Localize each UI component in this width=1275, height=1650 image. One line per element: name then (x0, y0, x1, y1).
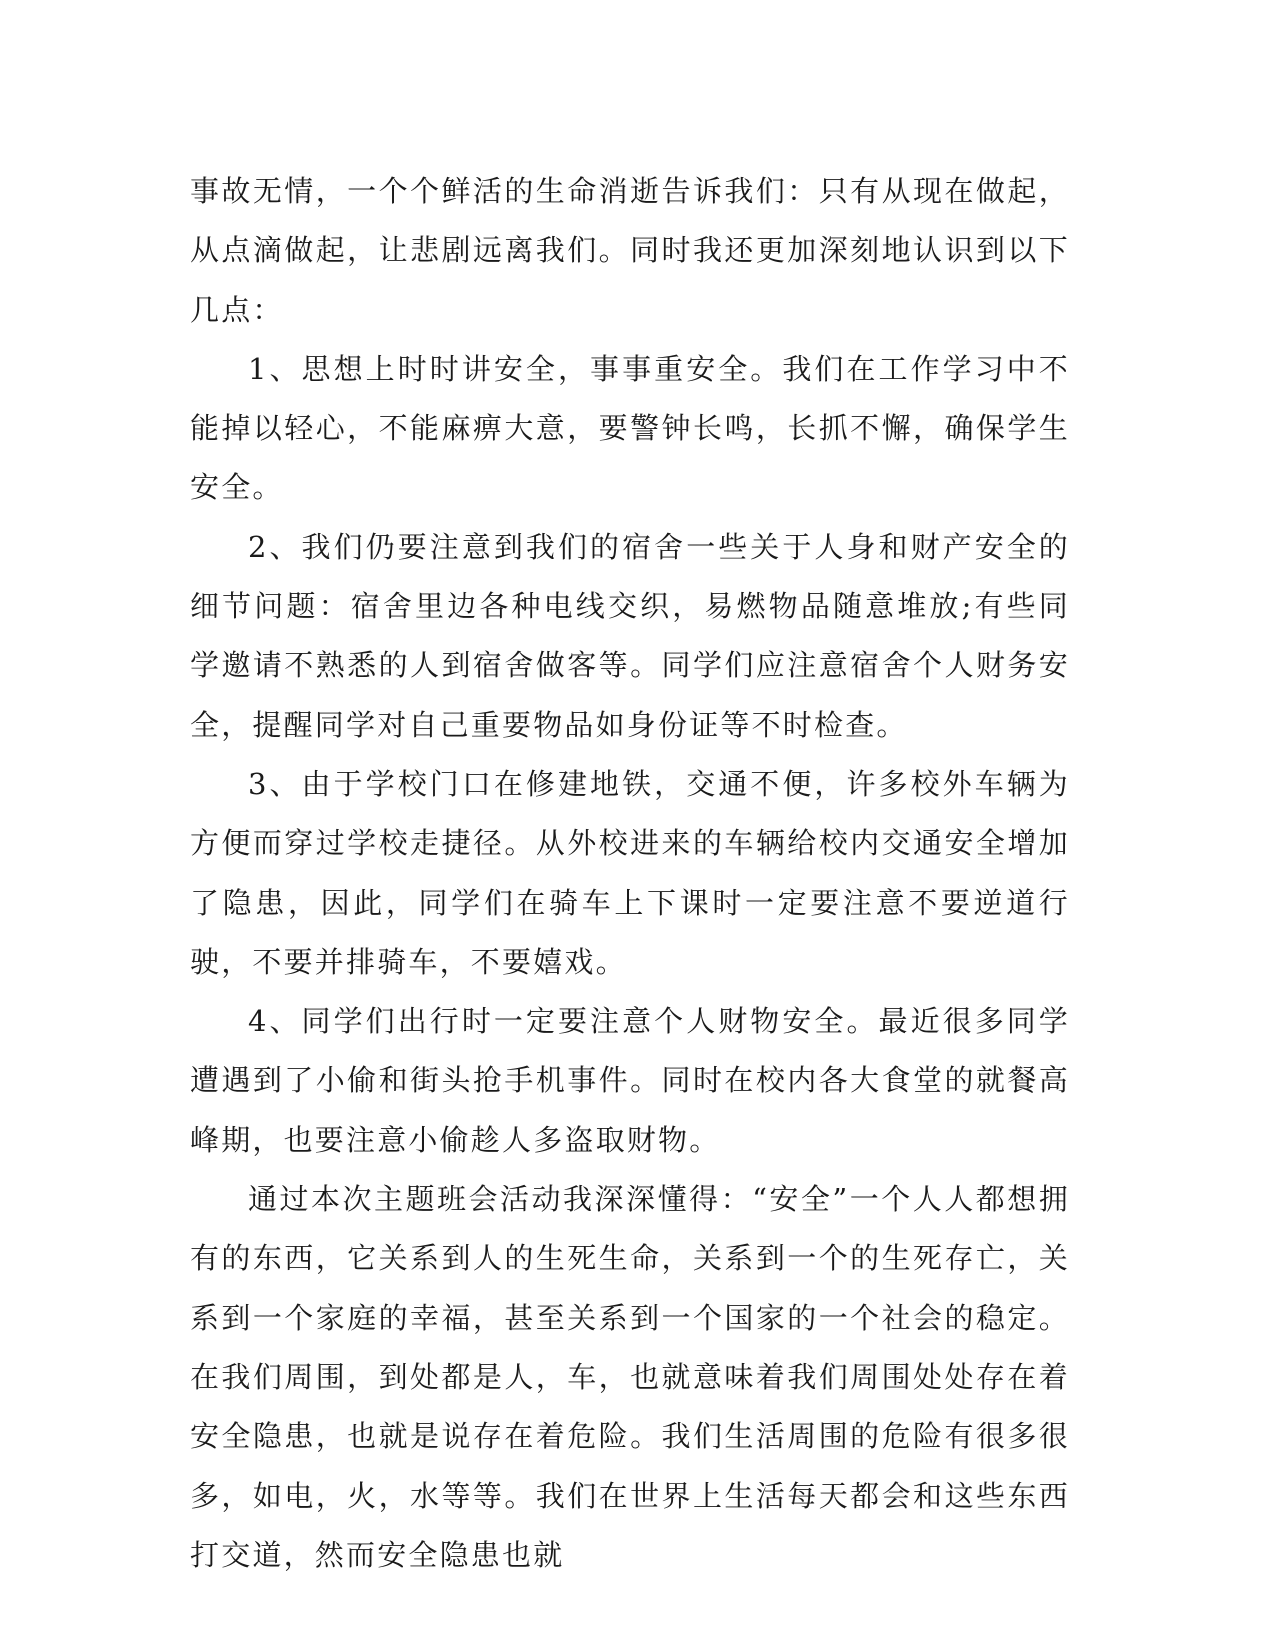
document-body (190, 162, 1070, 1585)
paragraph-point-1: 1、思想上时时讲安全，事事重安全。我们在工作学习中不能掉以轻心，不能麻痹大意，要警钟长鸣，长抓不懈，确保学生安全。 (190, 351, 1070, 505)
paragraph-intro: 事故无情，一个个鲜活的生命消逝告诉我们：只有从现在做起，从点滴做起，让悲剧远离我们。同时我还更加深刻地认识到以下几点： (190, 174, 1070, 327)
paragraph-point-2: 2、我们仍要注意到我们的宿舍一些关于人身和财产安全的细节问题：宿舍里边各种电线交织，易燃物品随意堆放;有些同学邀请不熟悉的人到宿舍做客等。同学们应注意宿舍个人财务安全，提醒同学对自己重要物品如身份证等不时检查。 (190, 529, 1070, 742)
paragraph-point-3: 3、由于学校门口在修建地铁，交通不便，许多校外车辆为方便而穿过学校走捷径。从外校进来的车辆给校内交通安全增加了隐患，因此，同学们在骑车上下课时一定要注意不要逆道行驶，不要并排骑车，不要嬉戏。 (190, 766, 1070, 979)
paragraph-conclusion: 通过本次主题班会活动我深深懂得：“安全”一个人人都想拥有的东西，它关系到人的生死生命，关系到一个的生死存亡，关系到一个家庭的幸福，甚至关系到一个国家的一个社会的稳定。在我们周围，到处都是人，车，也就意味着我们周围处处存在着安全隐患，也就是说存在着危险。我们生活周围的危险有很多很多，如电，火，水等等。我们在世界上生活每天都会和这些东西打交道，然而安全隐患也就 (190, 1182, 1070, 1572)
paragraph-point-4: 4、同学们出行时一定要注意个人财物安全。最近很多同学遭遇到了小偷和街头抢手机事件。同时在校内各大食堂的就餐高峰期，也要注意小偷趁人多盗取财物。 (190, 1004, 1070, 1157)
